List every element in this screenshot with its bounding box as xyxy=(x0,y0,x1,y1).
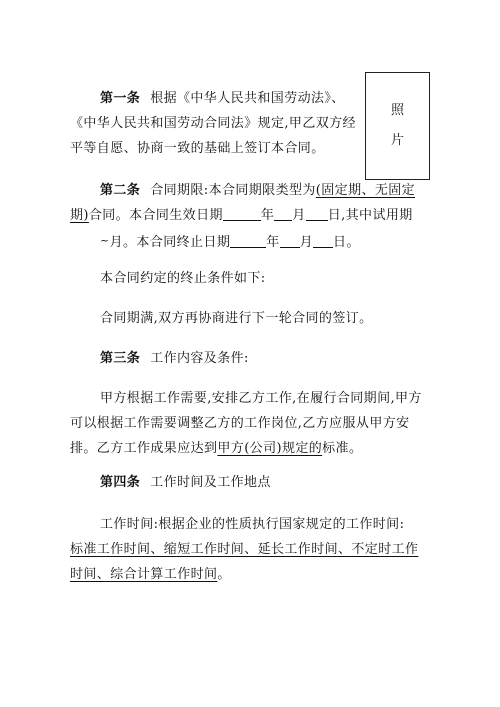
article4-title: 工作时间及工作地点 xyxy=(150,475,271,490)
article3-standard: 甲方(公司)规定的 xyxy=(217,441,323,456)
article2-heading: 第二条 xyxy=(100,183,141,198)
photo-placeholder-box xyxy=(365,72,430,180)
article4-heading: 第四条 xyxy=(100,475,141,490)
probation-unit: 月。本合同终止日期 xyxy=(109,235,231,250)
article3-title: 工作内容及条件: xyxy=(150,351,249,366)
photo-label-line2: 片 xyxy=(390,133,404,148)
start-day-blank xyxy=(306,206,328,221)
article1-heading: 第一条 xyxy=(100,91,141,106)
article3-text-b: 标准。 xyxy=(322,441,363,456)
article4-end: 。 xyxy=(217,567,231,582)
article2-text-b: 合同。本合同生效日期 xyxy=(88,208,223,223)
article2-text-c: 其中试用期 xyxy=(345,208,413,223)
end-year-unit: 年 xyxy=(266,235,280,250)
article2-paragraph xyxy=(70,178,425,255)
end-year-blank xyxy=(230,233,266,248)
article3-heading-line xyxy=(70,346,425,371)
photo-label-line1: 照 xyxy=(390,103,404,118)
work-time-options: 标准工作时间、缩短工作时间、延长工作时间、不定时工作时间、综合计算工作时间 xyxy=(70,542,419,582)
article3-paragraph xyxy=(70,386,425,461)
end-month-unit: 月 xyxy=(299,235,314,250)
article4-intro: 工作时间:根据企业的性质执行国家规定的工作时间: xyxy=(100,517,405,532)
start-year-blank xyxy=(223,206,261,221)
start-day-unit: 日, xyxy=(327,208,346,223)
article4-heading-line xyxy=(70,470,425,495)
end-month-blank xyxy=(280,233,300,248)
article3-heading: 第三条 xyxy=(100,351,141,366)
start-month-blank xyxy=(274,206,292,221)
article1-paragraph xyxy=(70,86,360,161)
start-month-unit: 月 xyxy=(292,208,306,223)
start-year-unit: 年 xyxy=(260,208,275,223)
probation-mark: ~ xyxy=(100,234,110,247)
article2-term-type: (固定期、无固定期) xyxy=(70,183,416,223)
article1-text: 根据《中华人民共和国劳动法》、《中华人民共和国劳动合同法》规定,甲乙双方经平等自愿、协商一致的基础上签订本合同。 xyxy=(70,91,356,156)
article2-text-a: 合同期限:本合同期限类型为 xyxy=(150,183,316,198)
end-day-unit: 日。 xyxy=(333,235,360,250)
end-day-blank xyxy=(313,233,333,248)
termination-intro: 本合同约定的终止条件如下: xyxy=(100,271,266,286)
article3-text-a: 甲方根据工作需要,安排乙方工作,在履行合同期间,甲方可以根据工作需要调整乙方的工作岗位,乙方应服从甲方安排。乙方工作成果应达到 xyxy=(70,391,422,456)
article4-options-paragraph xyxy=(70,537,425,587)
termination-condition: 合同期满,双方再协商进行下一轮合同的签订。 xyxy=(100,311,373,326)
